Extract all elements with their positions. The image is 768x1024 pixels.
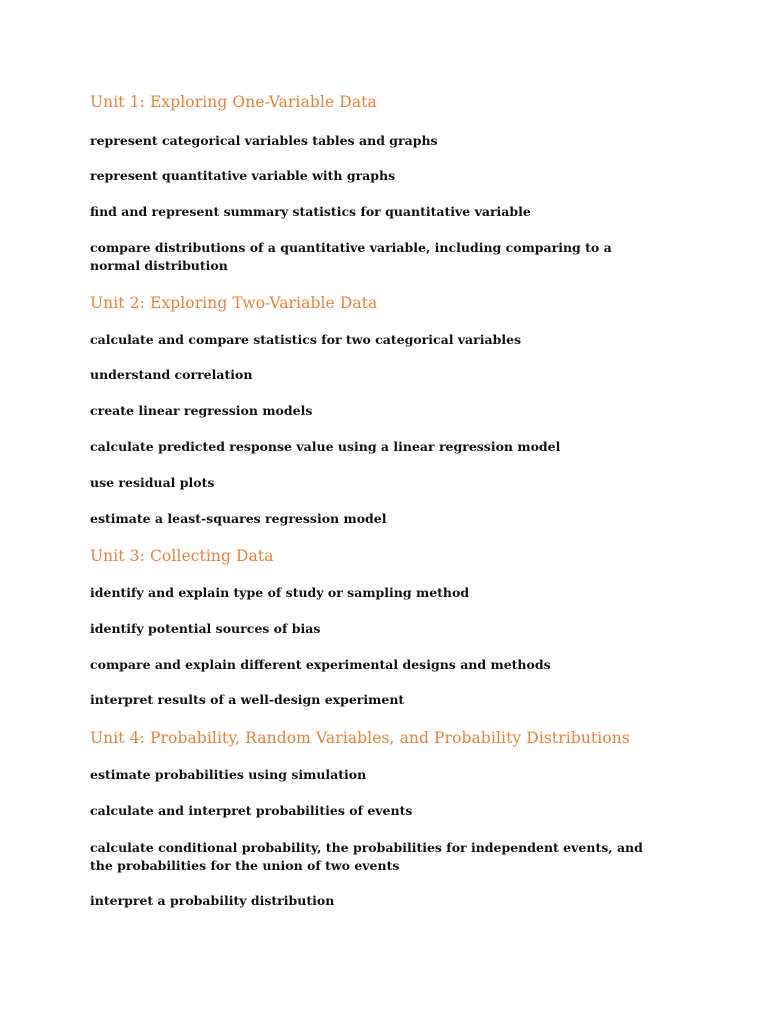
unit-4-item-1: estimate probabilities using simulation [90, 767, 367, 782]
unit-3-item-2: identify potential sources of bias [90, 621, 321, 636]
unit-2-item-1: calculate and compare statistics for two categorical variables [90, 332, 522, 347]
unit-4-heading: Unit 4: Probability, Random Variables, and Probability Distributions [90, 729, 630, 747]
unit-1-heading: Unit 1: Exploring One-Variable Data [90, 93, 377, 111]
unit-4-item-2: calculate and interpret probabilities of events [90, 803, 413, 818]
unit-4-item-3: calculate conditional probability, the probabilities for independent events, and the probabilities for the union of two events [90, 840, 643, 873]
unit-3-heading: Unit 3: Collecting Data [90, 547, 274, 565]
unit-1-item-1: represent categorical variables tables and graphs [90, 133, 438, 148]
unit-1-item-2: represent quantitative variable with graphs [90, 168, 396, 183]
unit-2-item-4: calculate predicted response value using a linear regression model [90, 439, 561, 454]
unit-4-item-4: interpret a probability distribution [90, 893, 335, 908]
unit-2-item-3: create linear regression models [90, 403, 313, 418]
unit-3-item-3: compare and explain different experimental designs and methods [90, 657, 551, 672]
unit-2-item-2: understand correlation [90, 367, 253, 382]
unit-3-item-1: identify and explain type of study or sampling method [90, 585, 470, 600]
unit-1-item-3: find and represent summary statistics for quantitative variable [90, 204, 531, 219]
unit-2-item-6: estimate a least-squares regression model [90, 511, 387, 526]
unit-3-item-4: interpret results of a well-design experiment [90, 692, 405, 707]
unit-2-heading: Unit 2: Exploring Two-Variable Data [90, 294, 378, 312]
unit-2-item-5: use residual plots [90, 475, 215, 490]
unit-1-item-4: compare distributions of a quantitative variable, including comparing to a normal distribution [90, 240, 612, 273]
